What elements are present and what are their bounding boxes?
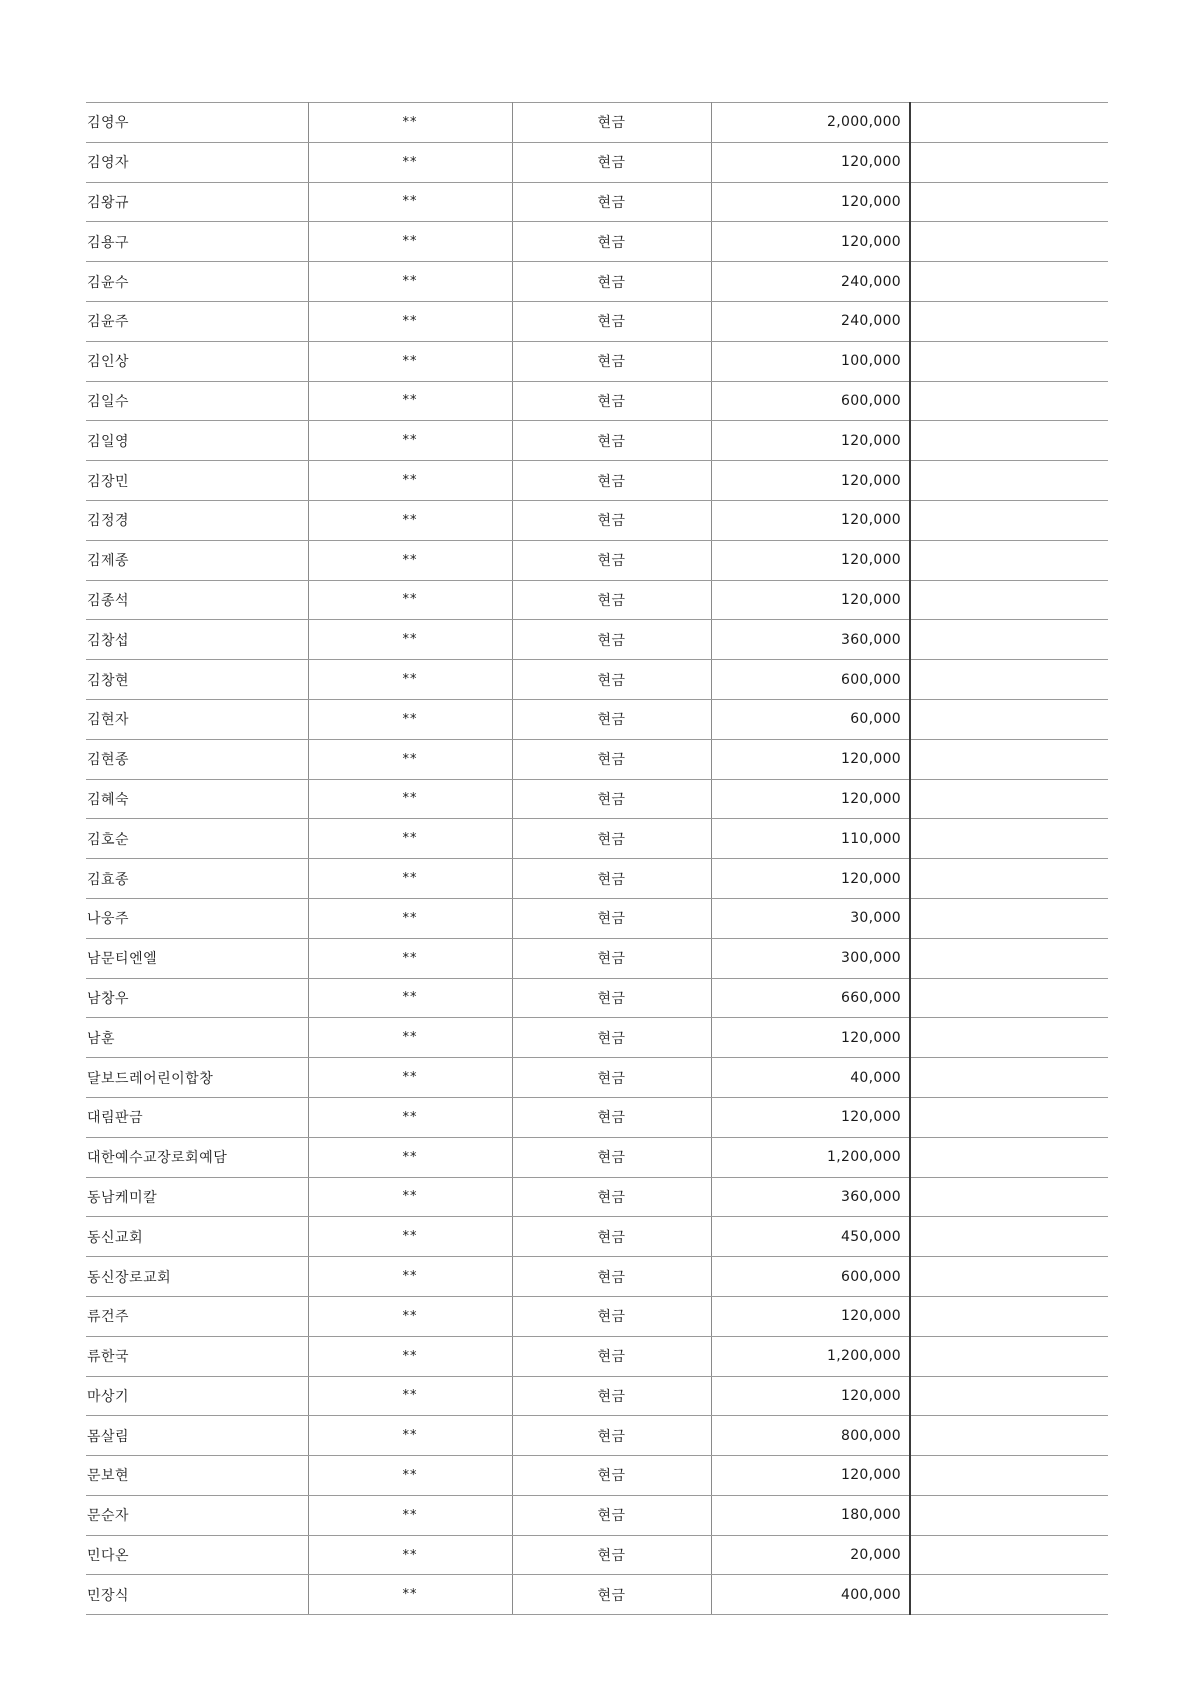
amount-cell: 120,000 — [711, 540, 910, 580]
amount-cell: 20,000 — [711, 1535, 910, 1575]
note-cell — [910, 461, 1108, 501]
masked-id-cell: ** — [308, 1018, 512, 1058]
amount-cell: 120,000 — [711, 1376, 910, 1416]
payment-type-cell: 현금 — [512, 341, 711, 381]
payment-type-cell: 현금 — [512, 103, 711, 143]
amount-cell: 360,000 — [711, 1177, 910, 1217]
amount-cell: 60,000 — [711, 699, 910, 739]
table-row — [86, 699, 1108, 739]
note-cell — [910, 1137, 1108, 1177]
amount-cell: 1,200,000 — [711, 1137, 910, 1177]
masked-id-cell: ** — [308, 1257, 512, 1297]
payment-type-cell: 현금 — [512, 620, 711, 660]
amount-cell: 660,000 — [711, 978, 910, 1018]
payment-type-cell: 현금 — [512, 739, 711, 779]
donor-name-cell: 김용구 — [86, 222, 308, 262]
donor-name-cell: 몸살림 — [86, 1416, 308, 1456]
table-row — [86, 1575, 1108, 1615]
masked-id-cell: ** — [308, 262, 512, 302]
payment-type-cell: 현금 — [512, 540, 711, 580]
note-cell — [910, 262, 1108, 302]
amount-cell: 240,000 — [711, 301, 910, 341]
donor-name-cell: 류건주 — [86, 1296, 308, 1336]
payment-type-cell: 현금 — [512, 301, 711, 341]
amount-cell: 450,000 — [711, 1217, 910, 1257]
table-row — [86, 620, 1108, 660]
amount-cell: 120,000 — [711, 859, 910, 899]
table-row — [86, 1376, 1108, 1416]
masked-id-cell: ** — [308, 341, 512, 381]
table-row — [86, 1217, 1108, 1257]
note-cell — [910, 1296, 1108, 1336]
masked-id-cell: ** — [308, 1416, 512, 1456]
donation-ledger-table — [86, 102, 1108, 1615]
masked-id-cell: ** — [308, 779, 512, 819]
note-cell — [910, 938, 1108, 978]
note-cell — [910, 1018, 1108, 1058]
payment-type-cell: 현금 — [512, 1495, 711, 1535]
note-cell — [910, 620, 1108, 660]
note-cell — [910, 1575, 1108, 1615]
donor-name-cell: 김윤수 — [86, 262, 308, 302]
payment-type-cell: 현금 — [512, 1058, 711, 1098]
amount-cell: 120,000 — [711, 142, 910, 182]
payment-type-cell: 현금 — [512, 1456, 711, 1496]
note-cell — [910, 301, 1108, 341]
masked-id-cell: ** — [308, 660, 512, 700]
donor-name-cell: 남문티엔엘 — [86, 938, 308, 978]
amount-cell: 600,000 — [711, 1257, 910, 1297]
amount-cell: 360,000 — [711, 620, 910, 660]
masked-id-cell: ** — [308, 1097, 512, 1137]
note-cell — [910, 103, 1108, 143]
amount-cell: 600,000 — [711, 381, 910, 421]
note-cell — [910, 898, 1108, 938]
amount-cell: 120,000 — [711, 500, 910, 540]
note-cell — [910, 859, 1108, 899]
payment-type-cell: 현금 — [512, 978, 711, 1018]
note-cell — [910, 142, 1108, 182]
table-row — [86, 421, 1108, 461]
amount-cell: 120,000 — [711, 421, 910, 461]
table-row — [86, 262, 1108, 302]
table-row — [86, 341, 1108, 381]
payment-type-cell: 현금 — [512, 1137, 711, 1177]
masked-id-cell: ** — [308, 1336, 512, 1376]
payment-type-cell: 현금 — [512, 819, 711, 859]
payment-type-cell: 현금 — [512, 500, 711, 540]
masked-id-cell: ** — [308, 1456, 512, 1496]
donor-name-cell: 김왕규 — [86, 182, 308, 222]
payment-type-cell: 현금 — [512, 381, 711, 421]
masked-id-cell: ** — [308, 699, 512, 739]
note-cell — [910, 779, 1108, 819]
masked-id-cell: ** — [308, 301, 512, 341]
table-row — [86, 1177, 1108, 1217]
payment-type-cell: 현금 — [512, 859, 711, 899]
masked-id-cell: ** — [308, 580, 512, 620]
donor-name-cell: 김윤주 — [86, 301, 308, 341]
table-row — [86, 1257, 1108, 1297]
masked-id-cell: ** — [308, 500, 512, 540]
payment-type-cell: 현금 — [512, 1376, 711, 1416]
payment-type-cell: 현금 — [512, 1177, 711, 1217]
donor-name-cell: 김호순 — [86, 819, 308, 859]
note-cell — [910, 341, 1108, 381]
table-row — [86, 381, 1108, 421]
donor-name-cell: 민다온 — [86, 1535, 308, 1575]
masked-id-cell: ** — [308, 103, 512, 143]
payment-type-cell: 현금 — [512, 142, 711, 182]
amount-cell: 30,000 — [711, 898, 910, 938]
table-row — [86, 819, 1108, 859]
table-row — [86, 978, 1108, 1018]
table-row — [86, 1336, 1108, 1376]
table-row — [86, 1018, 1108, 1058]
donor-name-cell: 김효종 — [86, 859, 308, 899]
note-cell — [910, 580, 1108, 620]
amount-cell: 100,000 — [711, 341, 910, 381]
donor-name-cell: 김혜숙 — [86, 779, 308, 819]
amount-cell: 400,000 — [711, 1575, 910, 1615]
donor-name-cell: 나웅주 — [86, 898, 308, 938]
payment-type-cell: 현금 — [512, 1575, 711, 1615]
donor-name-cell: 김창섭 — [86, 620, 308, 660]
note-cell — [910, 1416, 1108, 1456]
amount-cell: 240,000 — [711, 262, 910, 302]
masked-id-cell: ** — [308, 1058, 512, 1098]
table-row — [86, 1137, 1108, 1177]
table-row — [86, 1535, 1108, 1575]
amount-cell: 800,000 — [711, 1416, 910, 1456]
masked-id-cell: ** — [308, 142, 512, 182]
donor-name-cell: 문보현 — [86, 1456, 308, 1496]
payment-type-cell: 현금 — [512, 660, 711, 700]
masked-id-cell: ** — [308, 540, 512, 580]
donor-name-cell: 동신교회 — [86, 1217, 308, 1257]
note-cell — [910, 1257, 1108, 1297]
payment-type-cell: 현금 — [512, 898, 711, 938]
note-cell — [910, 1456, 1108, 1496]
note-cell — [910, 222, 1108, 262]
donor-name-cell: 달보드레어린이합창 — [86, 1058, 308, 1098]
masked-id-cell: ** — [308, 1137, 512, 1177]
note-cell — [910, 182, 1108, 222]
masked-id-cell: ** — [308, 1376, 512, 1416]
masked-id-cell: ** — [308, 1535, 512, 1575]
payment-type-cell: 현금 — [512, 222, 711, 262]
table-row — [86, 898, 1108, 938]
amount-cell: 600,000 — [711, 660, 910, 700]
payment-type-cell: 현금 — [512, 1018, 711, 1058]
amount-cell: 1,200,000 — [711, 1336, 910, 1376]
donor-name-cell: 동신장로교회 — [86, 1257, 308, 1297]
masked-id-cell: ** — [308, 859, 512, 899]
table-row — [86, 1296, 1108, 1336]
note-cell — [910, 540, 1108, 580]
amount-cell: 120,000 — [711, 1018, 910, 1058]
payment-type-cell: 현금 — [512, 580, 711, 620]
donor-name-cell: 김정경 — [86, 500, 308, 540]
masked-id-cell: ** — [308, 421, 512, 461]
amount-cell: 180,000 — [711, 1495, 910, 1535]
note-cell — [910, 1336, 1108, 1376]
note-cell — [910, 1376, 1108, 1416]
payment-type-cell: 현금 — [512, 1296, 711, 1336]
payment-type-cell: 현금 — [512, 461, 711, 501]
donor-name-cell: 김현종 — [86, 739, 308, 779]
masked-id-cell: ** — [308, 381, 512, 421]
note-cell — [910, 819, 1108, 859]
table-row — [86, 222, 1108, 262]
payment-type-cell: 현금 — [512, 1336, 711, 1376]
payment-type-cell: 현금 — [512, 1257, 711, 1297]
note-cell — [910, 1495, 1108, 1535]
donor-name-cell: 김일수 — [86, 381, 308, 421]
note-cell — [910, 699, 1108, 739]
amount-cell: 110,000 — [711, 819, 910, 859]
donor-name-cell: 김영자 — [86, 142, 308, 182]
donor-name-cell: 남훈 — [86, 1018, 308, 1058]
masked-id-cell: ** — [308, 1296, 512, 1336]
amount-cell: 120,000 — [711, 1097, 910, 1137]
payment-type-cell: 현금 — [512, 938, 711, 978]
masked-id-cell: ** — [308, 1495, 512, 1535]
masked-id-cell: ** — [308, 461, 512, 501]
donor-name-cell: 동남케미칼 — [86, 1177, 308, 1217]
table-row — [86, 660, 1108, 700]
table-row — [86, 301, 1108, 341]
note-cell — [910, 1217, 1108, 1257]
masked-id-cell: ** — [308, 1217, 512, 1257]
amount-cell: 120,000 — [711, 580, 910, 620]
table-row — [86, 1456, 1108, 1496]
payment-type-cell: 현금 — [512, 699, 711, 739]
donor-name-cell: 김제종 — [86, 540, 308, 580]
amount-cell: 120,000 — [711, 222, 910, 262]
masked-id-cell: ** — [308, 1575, 512, 1615]
amount-cell: 120,000 — [711, 779, 910, 819]
donor-name-cell: 대림판금 — [86, 1097, 308, 1137]
table-row — [86, 580, 1108, 620]
table-row — [86, 103, 1108, 143]
table-row — [86, 1097, 1108, 1137]
payment-type-cell: 현금 — [512, 1097, 711, 1137]
amount-cell: 120,000 — [711, 1296, 910, 1336]
donor-name-cell: 김영우 — [86, 103, 308, 143]
note-cell — [910, 739, 1108, 779]
ledger-body — [86, 103, 1108, 1615]
table-row — [86, 142, 1108, 182]
donor-name-cell: 김현자 — [86, 699, 308, 739]
table-row — [86, 1495, 1108, 1535]
amount-cell: 120,000 — [711, 182, 910, 222]
masked-id-cell: ** — [308, 938, 512, 978]
note-cell — [910, 1097, 1108, 1137]
payment-type-cell: 현금 — [512, 262, 711, 302]
amount-cell: 120,000 — [711, 739, 910, 779]
table-row — [86, 859, 1108, 899]
note-cell — [910, 1058, 1108, 1098]
payment-type-cell: 현금 — [512, 1535, 711, 1575]
note-cell — [910, 978, 1108, 1018]
donor-name-cell: 류한국 — [86, 1336, 308, 1376]
note-cell — [910, 660, 1108, 700]
note-cell — [910, 500, 1108, 540]
note-cell — [910, 381, 1108, 421]
payment-type-cell: 현금 — [512, 1217, 711, 1257]
payment-type-cell: 현금 — [512, 182, 711, 222]
masked-id-cell: ** — [308, 978, 512, 1018]
donor-name-cell: 김일영 — [86, 421, 308, 461]
donor-name-cell: 남창우 — [86, 978, 308, 1018]
table-row — [86, 739, 1108, 779]
masked-id-cell: ** — [308, 1177, 512, 1217]
amount-cell: 40,000 — [711, 1058, 910, 1098]
table-row — [86, 1416, 1108, 1456]
table-row — [86, 938, 1108, 978]
masked-id-cell: ** — [308, 739, 512, 779]
table-row — [86, 182, 1108, 222]
donor-name-cell: 문순자 — [86, 1495, 308, 1535]
note-cell — [910, 421, 1108, 461]
amount-cell: 120,000 — [711, 1456, 910, 1496]
donor-name-cell: 민장식 — [86, 1575, 308, 1615]
donor-name-cell: 김인상 — [86, 341, 308, 381]
masked-id-cell: ** — [308, 819, 512, 859]
payment-type-cell: 현금 — [512, 421, 711, 461]
masked-id-cell: ** — [308, 898, 512, 938]
note-cell — [910, 1177, 1108, 1217]
table-row — [86, 540, 1108, 580]
table-row — [86, 500, 1108, 540]
amount-cell: 300,000 — [711, 938, 910, 978]
payment-type-cell: 현금 — [512, 1416, 711, 1456]
donor-name-cell: 마상기 — [86, 1376, 308, 1416]
table-row — [86, 1058, 1108, 1098]
donor-name-cell: 대한예수교장로회예담 — [86, 1137, 308, 1177]
payment-type-cell: 현금 — [512, 779, 711, 819]
masked-id-cell: ** — [308, 222, 512, 262]
donor-name-cell: 김창현 — [86, 660, 308, 700]
donor-name-cell: 김종석 — [86, 580, 308, 620]
table-row — [86, 461, 1108, 501]
amount-cell: 2,000,000 — [711, 103, 910, 143]
table-row — [86, 779, 1108, 819]
masked-id-cell: ** — [308, 620, 512, 660]
donor-name-cell: 김장민 — [86, 461, 308, 501]
masked-id-cell: ** — [308, 182, 512, 222]
amount-cell: 120,000 — [711, 461, 910, 501]
note-cell — [910, 1535, 1108, 1575]
